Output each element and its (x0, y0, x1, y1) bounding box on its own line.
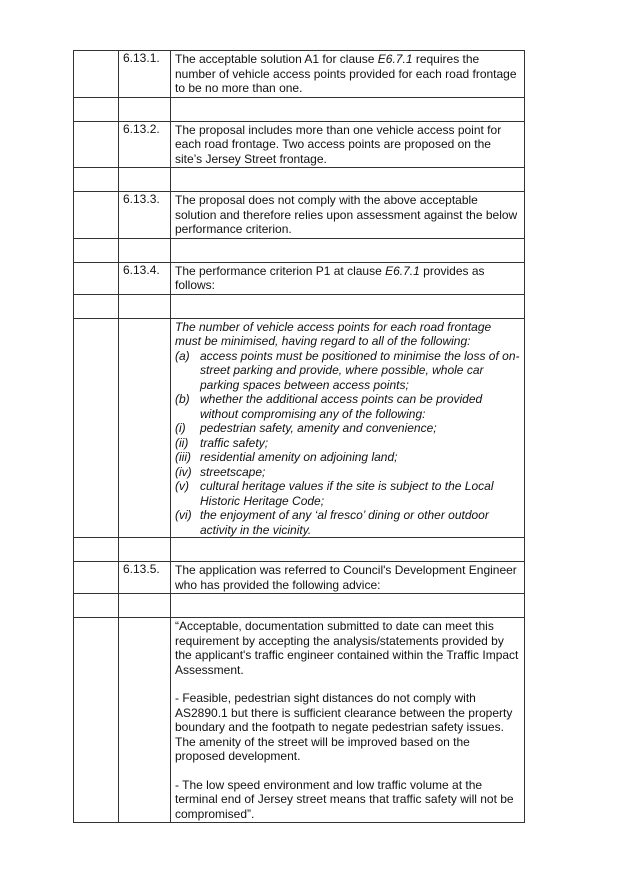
table-row (74, 262, 525, 294)
table-row (74, 51, 525, 98)
table-row (74, 121, 525, 168)
list-item: (b) whether the additional access points can be provided without compromising any of the following: (175, 392, 483, 421)
paragraph-text: The performance criterion P1 at clause E6.7.1 provides as follows: (171, 262, 525, 294)
spacer-row (74, 238, 525, 262)
list-item: (v) cultural heritage values if the site is subject to the Local Historic Heritage Code; (175, 479, 494, 508)
advice-paragraph: - The low speed environment and low traffic volume at the terminal end of Jersey street means that traffic safety will not be compromised”. (175, 777, 514, 821)
advice-paragraph: “Acceptable, documentation submitted to date can meet this requirement by accepting the analysis/statements provided by the applicant's traffic engineer contained within the Traffic Impact Assessment. (175, 619, 519, 677)
list-item: (ii) traffic safety; (175, 435, 269, 450)
paragraph-number: 6.13.5. (119, 562, 171, 594)
paragraph-text: The proposal includes more than one vehicle access point for each road frontage. Two access points are proposed on the site’s Jersey Street frontage. (171, 121, 525, 168)
criterion-row (74, 318, 525, 538)
list-item: (iv) streetscape; (175, 464, 266, 479)
spacer-row (74, 294, 525, 318)
spacer-row (74, 594, 525, 618)
criterion-intro: The number of vehicle access points for each road frontage must be minimised, having regard to all of the following: (175, 319, 492, 348)
table-row (74, 192, 525, 239)
list-item: (i) pedestrian safety, amenity and convenience; (175, 421, 437, 435)
advice-paragraph: - Feasible, pedestrian sight distances do not comply with AS2890.1 but there is sufficient clearance between the property boundary and the footpath to negate pedestrian safety issues. The amenity of the street will be improved based on the proposed development. (175, 691, 513, 763)
spacer-row (74, 97, 525, 121)
paragraph-number: 6.13.4. (119, 262, 171, 294)
paragraph-number: 6.13.3. (119, 192, 171, 239)
list-item: (a) access points must be positioned to minimise the loss of on-street parking and provide, where possible, whole car parking spaces between access points; (175, 348, 520, 392)
paragraph-text: The acceptable solution A1 for clause E6.7.1 requires the number of vehicle access points provided for each road frontage to be no more than one. (171, 51, 525, 98)
spacer-row (74, 538, 525, 562)
advice-row (74, 618, 525, 823)
report-table (73, 50, 525, 823)
paragraph-number: 6.13.2. (119, 121, 171, 168)
paragraph-text: The application was referred to Council's Development Engineer who has provided the following advice: (171, 562, 525, 594)
paragraph-number: 6.13.1. (119, 51, 171, 98)
criterion-text (171, 318, 525, 538)
paragraph-text: The proposal does not comply with the above acceptable solution and therefore relies upon assessment against the below performance criterion. (171, 192, 525, 239)
advice-text (171, 618, 525, 823)
list-item: (vi) the enjoyment of any ‘al fresco’ dining or other outdoor activity in the vicinity. (175, 508, 489, 537)
table-row (74, 562, 525, 594)
spacer-row (74, 168, 525, 192)
list-item: (iii) residential amenity on adjoining land; (175, 450, 398, 464)
